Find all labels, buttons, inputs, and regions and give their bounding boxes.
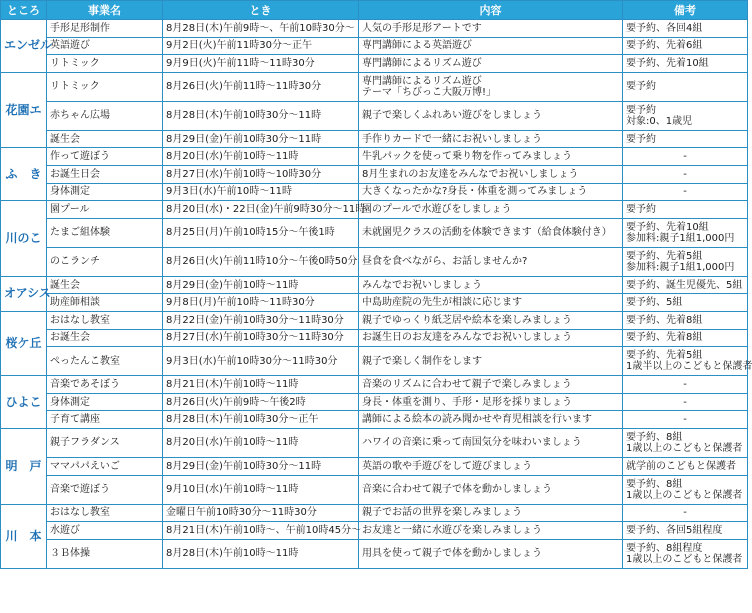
content-cell bbox=[359, 165, 623, 183]
content-cell-line: 牛乳パックを使って乗り物を作ってみましょう bbox=[362, 151, 572, 163]
event-name-cell: 音楽であそぼう bbox=[47, 376, 163, 394]
event-name-cell: 助産師相談 bbox=[47, 294, 163, 312]
time-cell: 8月29日(金)午前10時30分〜11時 bbox=[163, 130, 359, 148]
content-cell-line: 英語の歌や手遊びをして遊びましょう bbox=[362, 460, 532, 472]
table-row bbox=[1, 393, 748, 411]
note-cell bbox=[623, 247, 748, 276]
event-name-cell: 誕生会 bbox=[47, 130, 163, 148]
note-cell bbox=[623, 183, 748, 201]
event-name-cell: 園プール bbox=[47, 201, 163, 219]
note-cell-line: 要予約、各回5組程度 bbox=[626, 524, 723, 536]
event-name-cell: 英語遊び bbox=[47, 37, 163, 55]
content-cell bbox=[359, 218, 623, 247]
time-cell: 9月3日(水)午前10時30分〜11時30分 bbox=[163, 347, 359, 376]
event-name-cell: 身体測定 bbox=[47, 183, 163, 201]
event-name-cell: 音楽で遊ぼう bbox=[47, 475, 163, 504]
time-cell: 8月26日(火)午前11時10分〜午後0時50分 bbox=[163, 247, 359, 276]
content-cell-line: 専門講師によるリズム遊び bbox=[362, 75, 482, 87]
note-cell-line: - bbox=[683, 396, 687, 408]
time-cell: 8月29日(金)午前10時30分〜11時 bbox=[163, 457, 359, 475]
table-row bbox=[1, 201, 748, 219]
note-cell-line: 要予約、各回4組 bbox=[626, 22, 703, 34]
note-cell bbox=[623, 475, 748, 504]
table-row bbox=[1, 311, 748, 329]
note-cell bbox=[623, 504, 748, 522]
time-cell: 9月8日(月)午前10時〜11時30分 bbox=[163, 294, 359, 312]
time-cell: 9月10日(水)午前10時〜11時 bbox=[163, 475, 359, 504]
content-cell bbox=[359, 72, 623, 101]
note-cell-line: 1歳以上のこどもと保護者 bbox=[626, 442, 743, 454]
event-name-cell: 誕生会 bbox=[47, 276, 163, 294]
note-cell bbox=[623, 276, 748, 294]
event-name-cell: おはなし教室 bbox=[47, 504, 163, 522]
place-cell: オアシス bbox=[1, 276, 47, 311]
content-cell bbox=[359, 130, 623, 148]
content-cell-line: 専門講師によるリズム遊び bbox=[362, 57, 482, 69]
schedule-body bbox=[1, 20, 752, 569]
table-row bbox=[1, 148, 748, 166]
time-cell: 金曜日午前10時30分〜11時30分 bbox=[163, 504, 359, 522]
content-cell-line: 人気の手形足形アートです bbox=[362, 22, 482, 34]
content-cell bbox=[359, 183, 623, 201]
time-cell: 8月28日(木)午前10時30分〜正午 bbox=[163, 411, 359, 429]
note-cell-line: 1歳半以上のこどもと保護者 bbox=[626, 361, 752, 373]
note-cell bbox=[623, 165, 748, 183]
content-cell-line: お友達と一緒に水遊びを楽しみましょう bbox=[362, 524, 542, 536]
table-row bbox=[1, 329, 748, 347]
time-cell: 9月9日(火)午前11時〜11時30分 bbox=[163, 55, 359, 73]
note-cell bbox=[623, 347, 752, 376]
note-cell bbox=[623, 37, 748, 55]
note-cell-line: - bbox=[683, 151, 687, 163]
table-row bbox=[1, 37, 748, 55]
place-cell: エンゼル bbox=[1, 20, 47, 73]
content-cell bbox=[359, 148, 623, 166]
note-cell bbox=[623, 539, 748, 568]
place-cell: 川 本 bbox=[1, 504, 47, 568]
content-cell bbox=[359, 247, 623, 276]
time-cell: 8月26日(火)午前9時〜午後2時 bbox=[163, 393, 359, 411]
time-cell: 8月21日(木)午前10時〜、午前10時45分〜 bbox=[163, 522, 359, 540]
place-cell: 花園エ bbox=[1, 72, 47, 148]
content-cell bbox=[359, 294, 623, 312]
content-cell bbox=[359, 329, 623, 347]
content-cell bbox=[359, 475, 623, 504]
table-row bbox=[1, 101, 748, 130]
content-cell-line: 用具を使って親子で体を動かしましょう bbox=[362, 548, 542, 560]
table-row bbox=[1, 20, 748, 38]
note-cell bbox=[623, 148, 748, 166]
content-cell bbox=[359, 37, 623, 55]
note-cell bbox=[623, 311, 748, 329]
note-cell-line: 要予約、8組 bbox=[626, 431, 683, 443]
content-cell bbox=[359, 539, 623, 568]
time-cell: 8月22日(金)午前10時30分〜11時30分 bbox=[163, 311, 359, 329]
content-cell-line: 手作りカードで一緒にお祝いしましょう bbox=[362, 133, 542, 145]
event-name-cell: リトミック bbox=[47, 55, 163, 73]
time-cell: 9月2日(火)午前11時30分〜正午 bbox=[163, 37, 359, 55]
note-cell-line: - bbox=[683, 186, 687, 198]
header-time: とき bbox=[163, 1, 359, 20]
note-cell-line: 対象:0、1歳児 bbox=[626, 115, 693, 127]
note-cell-line: 要予約、先着8組 bbox=[626, 314, 703, 326]
table-row bbox=[1, 428, 748, 457]
note-cell bbox=[623, 72, 748, 101]
content-cell-line: お誕生日のお友達をみんなでお祝いしましょう bbox=[362, 332, 572, 344]
time-cell: 8月20日(水)・22日(金)午前9時30分〜11時 bbox=[163, 201, 359, 219]
time-cell: 8月27日(水)午前10時30分〜11時30分 bbox=[163, 329, 359, 347]
event-name-cell: おはなし教室 bbox=[47, 311, 163, 329]
event-name-cell: リトミック bbox=[47, 72, 163, 101]
note-cell-line: 要予約 bbox=[626, 203, 656, 215]
content-cell bbox=[359, 504, 623, 522]
header-content: 内容 bbox=[359, 1, 623, 20]
event-name-cell: のこランチ bbox=[47, 247, 163, 276]
note-cell bbox=[623, 201, 748, 219]
note-cell bbox=[623, 457, 748, 475]
content-cell-line: みんなでお祝いしましょう bbox=[362, 279, 482, 291]
content-cell bbox=[359, 457, 623, 475]
table-row bbox=[1, 294, 748, 312]
event-name-cell: 作って遊ぼう bbox=[47, 148, 163, 166]
table-row bbox=[1, 218, 748, 247]
note-cell bbox=[623, 411, 748, 429]
note-cell-line: - bbox=[683, 414, 687, 426]
note-cell-line: 要予約、先着8組 bbox=[626, 332, 703, 344]
table-row bbox=[1, 522, 748, 540]
event-name-cell: 親子フラダンス bbox=[47, 428, 163, 457]
content-cell-line: テーマ「ちびっこ大阪万博!」 bbox=[362, 86, 497, 98]
table-row bbox=[1, 376, 748, 394]
content-cell bbox=[359, 101, 623, 130]
content-cell-line: 音楽に合わせて親子で体を動かしましょう bbox=[362, 484, 552, 495]
table-row bbox=[1, 347, 748, 376]
event-name-cell: ３Ｂ体操 bbox=[47, 539, 163, 568]
note-cell bbox=[623, 393, 748, 411]
content-cell bbox=[359, 276, 623, 294]
time-cell: 8月28日(木)午前9時〜、午前10時30分〜 bbox=[163, 20, 359, 38]
time-cell: 8月21日(木)午前10時〜11時 bbox=[163, 376, 359, 394]
content-cell-line: 中島助産院の先生が相談に応じます bbox=[362, 297, 522, 309]
time-cell: 8月28日(木)午前10時30分〜11時 bbox=[163, 101, 359, 130]
note-cell bbox=[623, 428, 748, 457]
content-cell bbox=[359, 393, 623, 411]
content-cell-line: 親子で楽しくふれあい遊びをしましょう bbox=[362, 110, 542, 122]
table-row bbox=[1, 504, 748, 522]
content-cell-line: 音楽のリズムに合わせて親子で楽しみましょう bbox=[362, 378, 572, 390]
content-cell bbox=[359, 428, 623, 457]
header-notes: 備考 bbox=[623, 1, 748, 20]
event-name-cell: 身体測定 bbox=[47, 393, 163, 411]
note-cell-line: 要予約 bbox=[626, 104, 656, 116]
event-name-cell: たまご組体験 bbox=[47, 218, 163, 247]
note-cell-line: 要予約、8組程度 bbox=[626, 542, 703, 554]
time-cell: 8月27日(水)午前10時〜10時30分 bbox=[163, 165, 359, 183]
content-cell-line: 親子で楽しく制作をします bbox=[362, 355, 482, 367]
table-row bbox=[1, 457, 748, 475]
event-name-cell: 手形足形制作 bbox=[47, 20, 163, 38]
note-cell-line: - bbox=[683, 168, 687, 180]
content-cell-line: 専門講師による英語遊び bbox=[362, 40, 472, 52]
table-row bbox=[1, 130, 748, 148]
content-cell-line: 講師による絵本の読み聞かせや育児相談を行います bbox=[362, 414, 592, 426]
event-name-cell: 水遊び bbox=[47, 522, 163, 540]
content-cell-line: 親子でお話の世界を楽しみましょう bbox=[362, 507, 522, 519]
note-cell-line: 要予約、先着5組 bbox=[626, 250, 703, 262]
note-cell bbox=[623, 218, 748, 247]
place-cell: 明 戸 bbox=[1, 428, 47, 504]
content-cell-line: 大きくなったかな?身長・体重を測ってみましょう bbox=[362, 186, 588, 198]
place-cell: 桜ケ丘 bbox=[1, 311, 47, 375]
table-row bbox=[1, 183, 748, 201]
content-cell-line: 身長・体重を測り、手形・足形を採りましょう bbox=[362, 396, 572, 408]
note-cell-line: - bbox=[683, 507, 687, 519]
content-cell bbox=[359, 55, 623, 73]
content-cell bbox=[359, 411, 623, 429]
time-cell: 8月20日(水)午前10時〜11時 bbox=[163, 428, 359, 457]
event-name-cell: お誕生日会 bbox=[47, 165, 163, 183]
time-cell: 8月20日(水)午前10時〜11時 bbox=[163, 148, 359, 166]
table-row bbox=[1, 72, 748, 101]
content-cell-line: 昼食を食べながら、お話しませんか? bbox=[362, 256, 528, 268]
note-cell-line: 要予約、8組 bbox=[626, 478, 683, 490]
note-cell bbox=[623, 376, 748, 394]
place-cell: ひよこ bbox=[1, 376, 47, 429]
content-cell-line: 8月生まれのお友達をみんなでお祝いしましょう bbox=[362, 168, 579, 180]
header-place: ところ bbox=[1, 1, 47, 20]
note-cell-line: 要予約 bbox=[626, 133, 656, 145]
content-cell-line: 親子でゆっくり紙芝居や絵本を楽しみましょう bbox=[362, 314, 572, 326]
content-cell bbox=[359, 20, 623, 38]
note-cell-line: - bbox=[683, 378, 687, 390]
note-cell-line: 要予約、誕生児優先、5組 bbox=[626, 279, 743, 291]
note-cell bbox=[623, 294, 748, 312]
place-cell: 川のこ bbox=[1, 201, 47, 277]
table-row bbox=[1, 276, 748, 294]
note-cell-line: 要予約、先着10組 bbox=[626, 57, 709, 69]
content-cell bbox=[359, 522, 623, 540]
content-cell bbox=[359, 311, 623, 329]
note-cell-line: 要予約、5組 bbox=[626, 297, 683, 309]
content-cell bbox=[359, 201, 623, 219]
time-cell: 8月28日(木)午前10時〜11時 bbox=[163, 539, 359, 568]
event-name-cell: 赤ちゃん広場 bbox=[47, 101, 163, 130]
note-cell bbox=[623, 522, 748, 540]
event-name-cell: ぺったんこ教室 bbox=[47, 347, 163, 376]
table-row bbox=[1, 165, 748, 183]
note-cell-line: 要予約、先着6組 bbox=[626, 40, 703, 52]
content-cell-line: 園のプールで水遊びをしましょう bbox=[362, 203, 512, 215]
note-cell-line: 要予約 bbox=[626, 81, 656, 93]
note-cell-line: 参加料:親子1組1,000円 bbox=[626, 261, 735, 273]
note-cell bbox=[623, 55, 748, 73]
content-cell-line: 未就園児クラスの活動を体験できます（給食体験付き） bbox=[362, 227, 612, 239]
note-cell bbox=[623, 101, 748, 130]
time-cell: 9月3日(水)午前10時〜11時 bbox=[163, 183, 359, 201]
content-cell bbox=[359, 347, 623, 376]
time-cell: 8月26日(火)午前11時〜11時30分 bbox=[163, 72, 359, 101]
note-cell bbox=[623, 130, 748, 148]
note-cell-line: 参加料:親子1組1,000円 bbox=[626, 232, 735, 244]
content-cell bbox=[359, 376, 623, 394]
table-row bbox=[1, 539, 748, 568]
event-name-cell: 子育て講座 bbox=[47, 411, 163, 429]
note-cell-line: 就学前のこどもと保護者 bbox=[626, 460, 736, 472]
header-event-name: 事業名 bbox=[47, 1, 163, 20]
header-row bbox=[1, 1, 748, 20]
note-cell-line: 1歳以上のこどもと保護者 bbox=[626, 489, 743, 501]
note-cell-line: 要予約、先着5組 bbox=[626, 350, 703, 362]
note-cell-line: 要予約、先着10組 bbox=[626, 221, 709, 233]
table-row bbox=[1, 475, 748, 504]
content-cell-line: ハワイの音楽に乗って南国気分を味わいましょう bbox=[362, 437, 582, 449]
table-row bbox=[1, 247, 748, 276]
event-name-cell: お誕生会 bbox=[47, 329, 163, 347]
table-row bbox=[1, 55, 748, 73]
time-cell: 8月29日(金)午前10時〜11時 bbox=[163, 276, 359, 294]
table-row bbox=[1, 411, 748, 429]
note-cell-line: 1歳以上のこどもと保護者 bbox=[626, 553, 743, 565]
note-cell bbox=[623, 329, 748, 347]
time-cell: 8月25日(月)午前10時15分〜午後1時 bbox=[163, 218, 359, 247]
note-cell bbox=[623, 20, 748, 38]
event-name-cell: ママパパえいご bbox=[47, 457, 163, 475]
place-cell: ふ き bbox=[1, 148, 47, 201]
